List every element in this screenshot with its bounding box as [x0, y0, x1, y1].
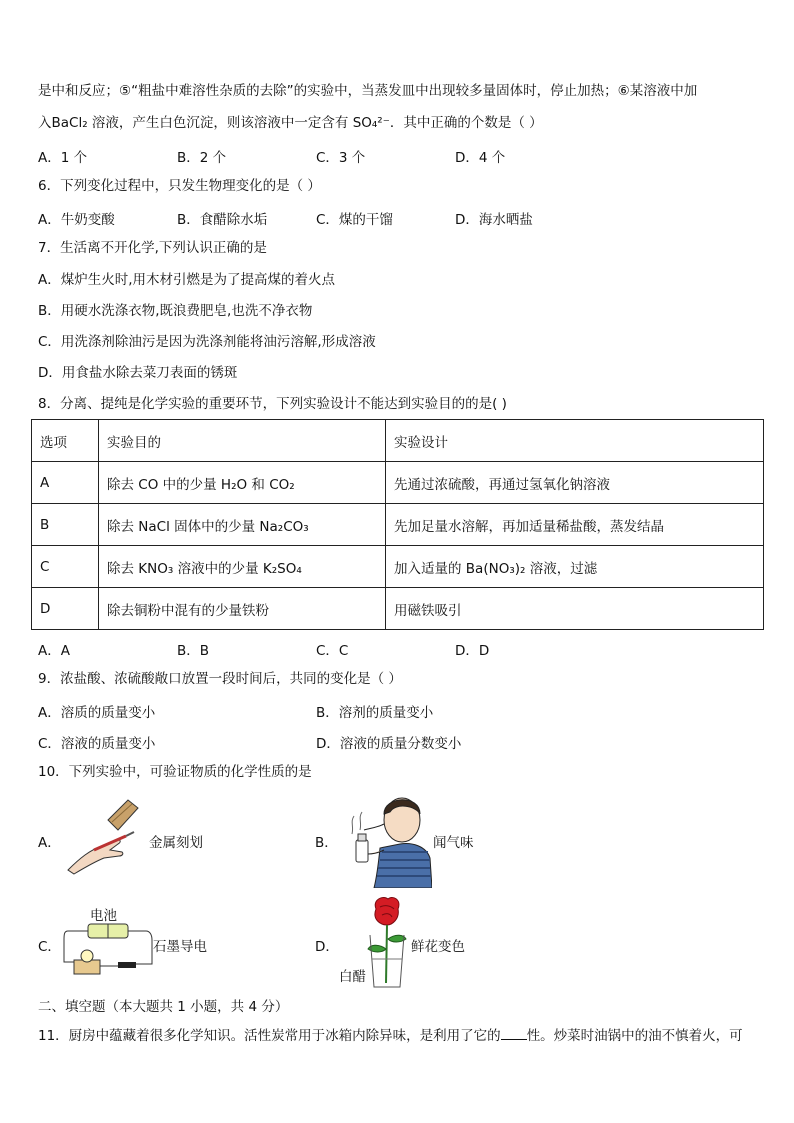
q10-figure-b-letter: B． — [315, 835, 338, 851]
table-row — [32, 504, 764, 546]
q9-options-row1 — [38, 701, 758, 721]
q5-line2: 入BaCl₂ 溶液，产生白色沉淀，则该溶液中一定含有 SO₄²⁻．其中正确的个数是（ ） — [38, 115, 543, 131]
q9-option-d: D．溶液的质量分数变小 — [316, 736, 462, 752]
q10-figure-a-caption: 金属刻划 — [149, 835, 203, 851]
q8-option-d: D．D — [455, 643, 490, 659]
q7-option-a: A．煤炉生火时,用木材引燃是为了提高煤的着火点 — [38, 272, 336, 288]
q6-option-b: B．食醋除水垢 — [177, 212, 268, 228]
metal-scratch-illustration-icon — [64, 796, 154, 876]
q8-option-a: A．A — [38, 643, 70, 659]
table-cell: D — [32, 588, 99, 630]
table-cell: 除去 NaCl 固体中的少量 Na₂CO₃ — [99, 504, 386, 546]
smell-test-illustration-icon — [340, 788, 432, 888]
q8-table — [31, 419, 764, 630]
q7-option-b: B．用硬水洗涤衣物,既浪费肥皂,也洗不净衣物 — [38, 303, 313, 319]
table-cell: C — [32, 546, 99, 588]
q5-option-d: D．4 个 — [455, 150, 506, 166]
q10-figure-b-caption: 闻气味 — [433, 835, 474, 851]
q8-options — [38, 639, 758, 659]
q6-options — [38, 208, 758, 228]
q11-text-after-blank: 性。炒菜时油锅中的油不慎着火，可 — [526, 1028, 743, 1044]
q5-options — [38, 146, 758, 166]
q9-stem: 9．浓盐酸、浓硫酸敞口放置一段时间后，共同的变化是（ ） — [38, 671, 402, 687]
table-header-cell: 实验设计 — [386, 420, 764, 462]
q5-line1: 是中和反应；⑤“粗盐中难溶性杂质的去除”的实验中，当蒸发皿中出现较多量固体时，停止加热；⑥某溶液中加 — [38, 83, 698, 99]
q6-option-a: A．牛奶变酸 — [38, 212, 115, 228]
table-row — [32, 462, 764, 504]
q11-stem — [38, 1027, 743, 1045]
table-cell: B — [32, 504, 99, 546]
q6-option-c: C．煤的干馏 — [316, 212, 393, 228]
q10-figure-d-letter: D． — [315, 939, 339, 955]
q9-option-c: C．溶液的质量变小 — [38, 736, 156, 752]
graphite-circuit-illustration-icon — [62, 920, 154, 980]
q11-answer-blank — [501, 1039, 527, 1040]
table-header-cell: 选项 — [32, 420, 99, 462]
table-cell: 用磁铁吸引 — [386, 588, 764, 630]
q5-option-a: A．1 个 — [38, 150, 88, 166]
q9-option-b: B．溶剂的质量变小 — [316, 705, 434, 721]
q10-figure-c-letter: C． — [38, 939, 61, 955]
q9-options-row2 — [38, 732, 758, 752]
q5-option-b: B．2 个 — [177, 150, 227, 166]
table-header-cell: 实验目的 — [99, 420, 386, 462]
q11-text-before-blank: 11．厨房中蕴藏着很多化学知识。活性炭常用于冰箱内除异味，是利用了它的 — [38, 1028, 501, 1044]
q5-option-c: C．3 个 — [316, 150, 366, 166]
q10-figure-d-caption: 鲜花变色 — [411, 939, 465, 955]
q10-stem: 10．下列实验中，可验证物质的化学性质的是 — [38, 764, 312, 780]
q6-stem: 6．下列变化过程中，只发生物理变化的是（ ） — [38, 178, 321, 194]
q10-figure-d-bottom-label: 白醋 — [339, 969, 366, 985]
q10-figure-a-letter: A． — [38, 835, 61, 851]
q7-option-c: C．用洗涤剂除油污是因为洗涤剂能将油污溶解,形成溶液 — [38, 334, 376, 350]
table-cell: 除去 CO 中的少量 H₂O 和 CO₂ — [99, 462, 386, 504]
table-row — [32, 588, 764, 630]
table-cell: 除去 KNO₃ 溶液中的少量 K₂SO₄ — [99, 546, 386, 588]
q10-figure-c-caption: 石墨导电 — [153, 939, 207, 955]
q7-stem: 7．生活离不开化学,下列认识正确的是 — [38, 240, 267, 256]
table-cell: 先通过浓硫酸，再通过氢氧化钠溶液 — [386, 462, 764, 504]
table-cell: 先加足量水溶解，再加适量稀盐酸，蒸发结晶 — [386, 504, 764, 546]
table-cell: 除去铜粉中混有的少量铁粉 — [99, 588, 386, 630]
table-cell: 加入适量的 Ba(NO₃)₂ 溶液，过滤 — [386, 546, 764, 588]
rose-in-vinegar-illustration-icon — [362, 895, 412, 989]
q8-stem: 8．分离、提纯是化学实验的重要环节，下列实验设计不能达到实验目的的是( ) — [38, 396, 507, 412]
table-row — [32, 546, 764, 588]
q7-option-d: D．用食盐水除去菜刀表面的锈斑 — [38, 365, 238, 381]
q10-figure-c-top-label: 电池 — [90, 908, 117, 924]
q9-option-a: A．溶质的质量变小 — [38, 705, 156, 721]
q6-option-d: D．海水晒盐 — [455, 212, 533, 228]
q8-option-b: B．B — [177, 643, 210, 659]
section-title: 二、填空题（本大题共 1 小题，共 4 分） — [38, 999, 289, 1015]
table-header-row — [32, 420, 764, 462]
q8-option-c: C．C — [316, 643, 349, 659]
table-cell: A — [32, 462, 99, 504]
